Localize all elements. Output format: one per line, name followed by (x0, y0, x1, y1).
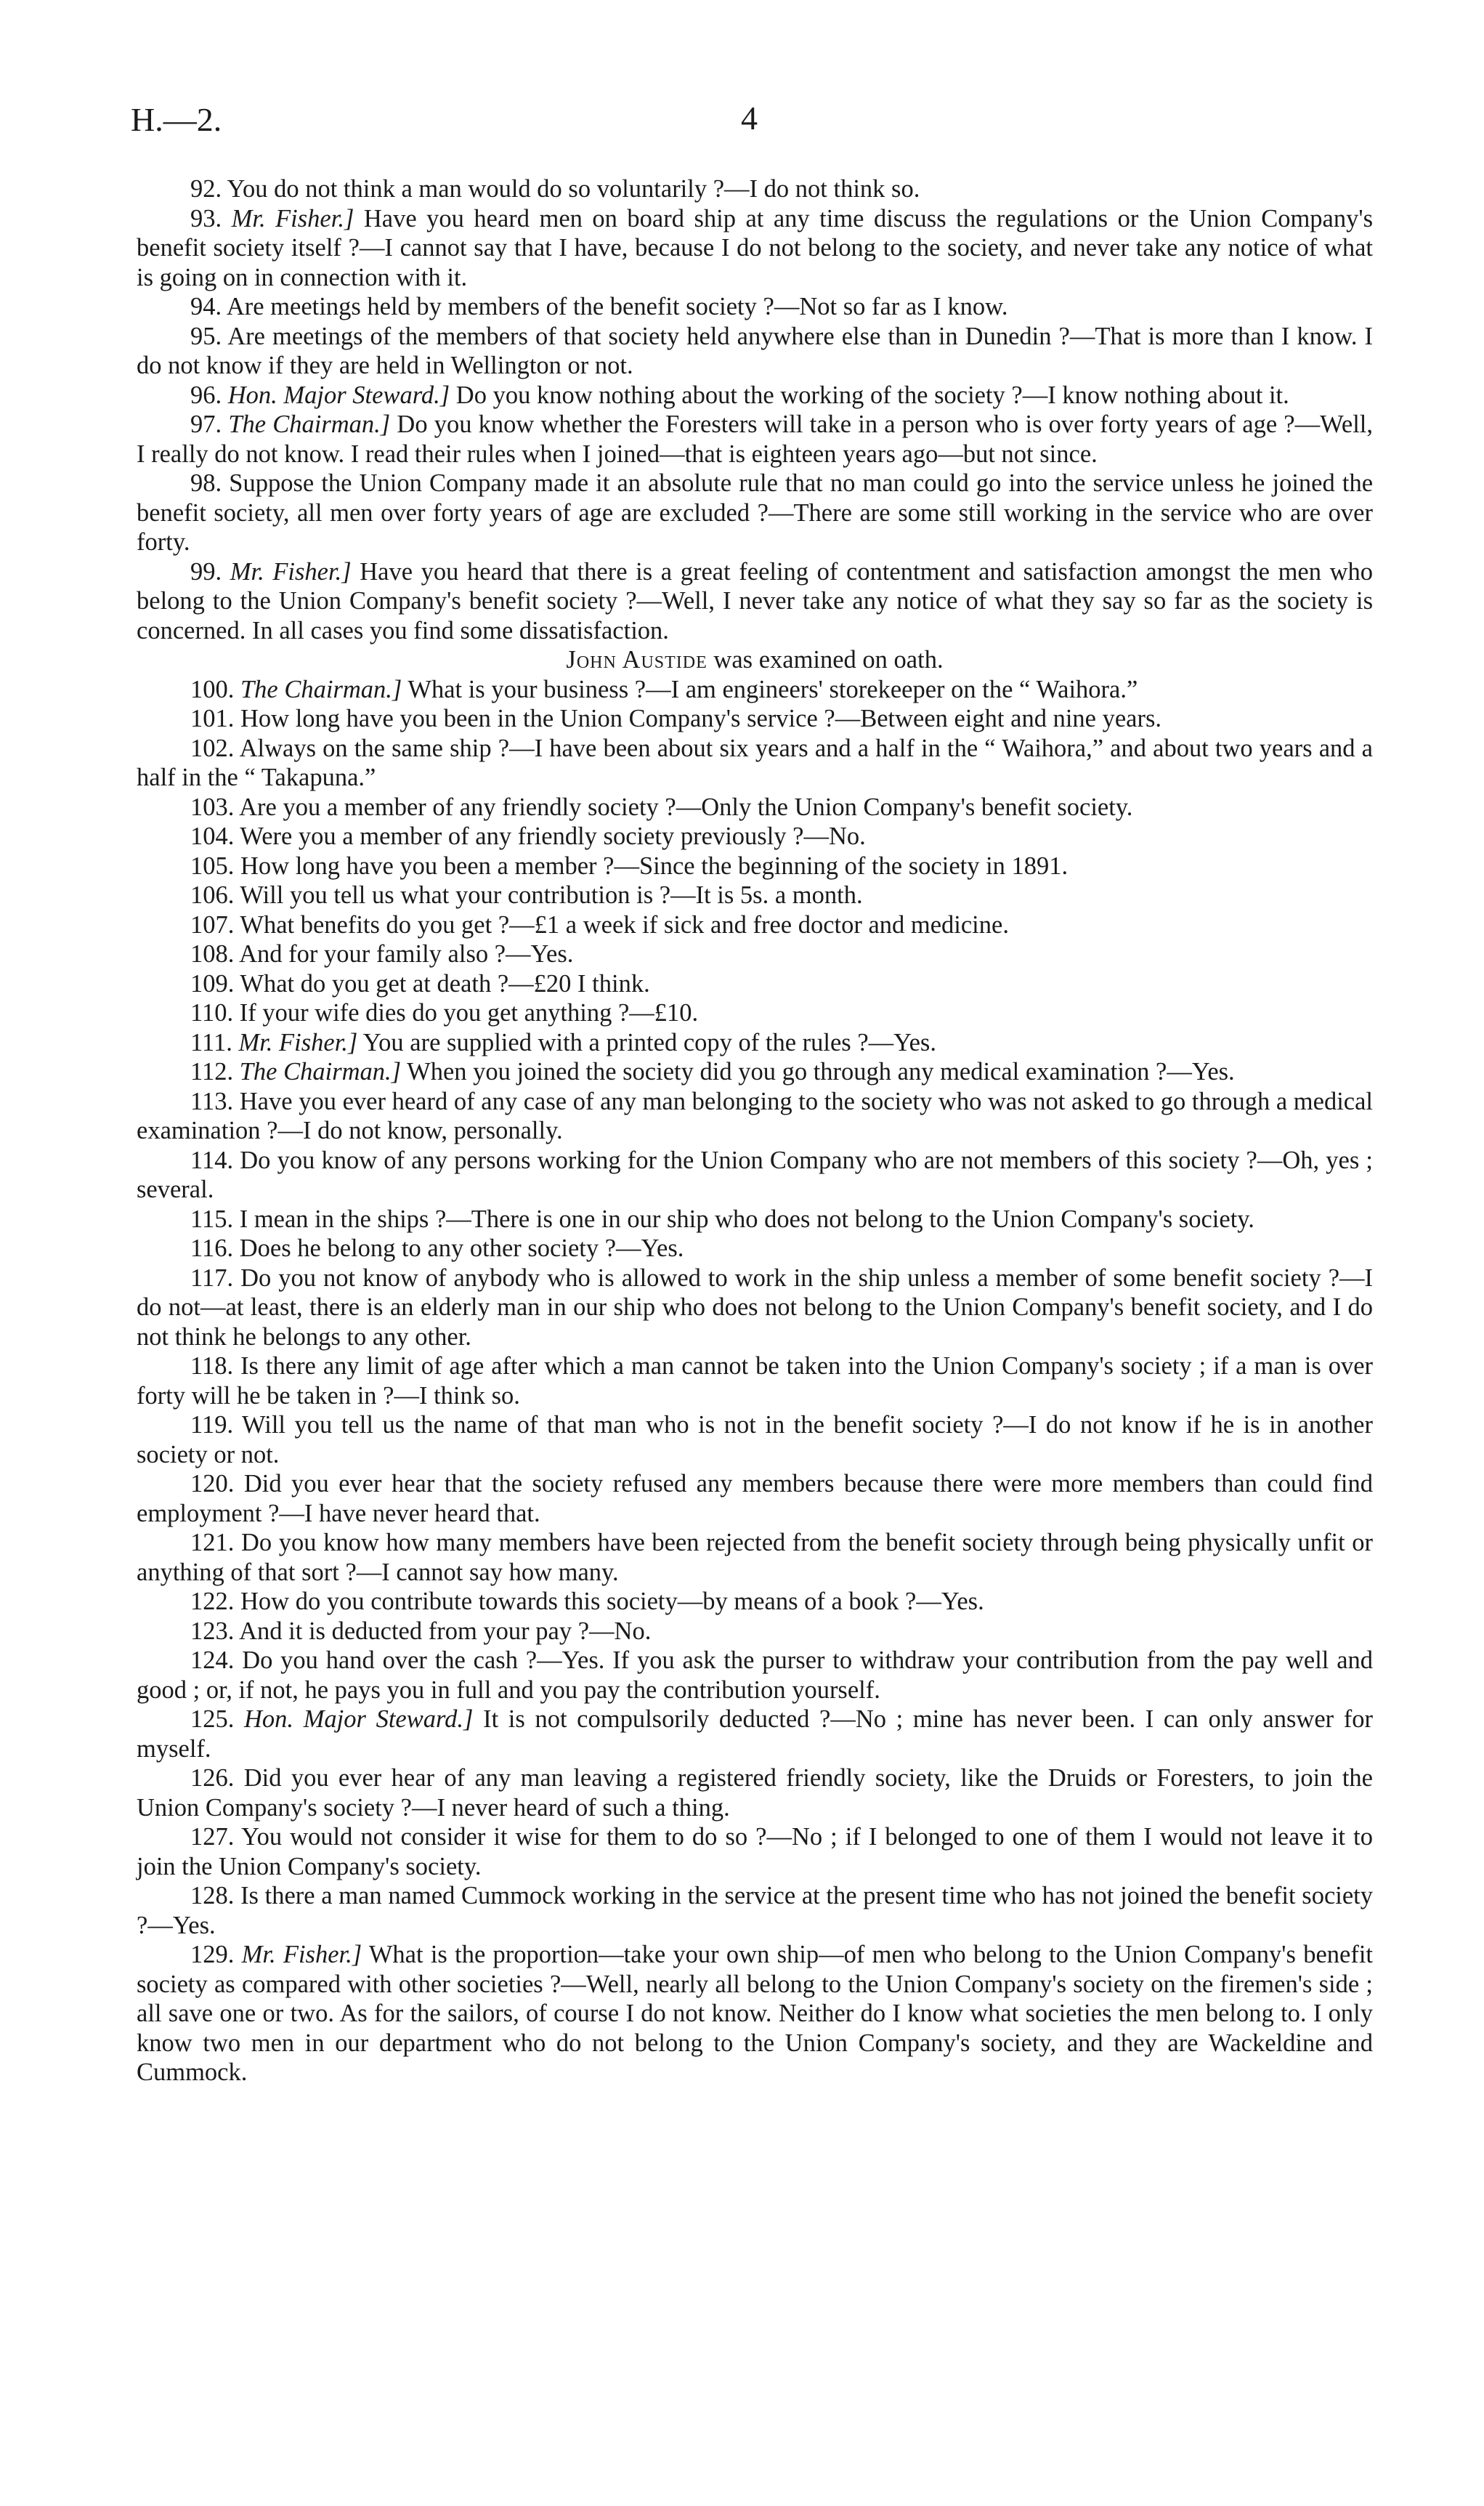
speaker-label: Mr. Fisher.] (231, 204, 354, 233)
question-text: Did you ever hear that the society refused any members because there were more members than could find employment ?—I have never heard that. (137, 1470, 1373, 1527)
question-text: I mean in the ships ?—There is one in our ship who does not belong to the Union Company's society. (239, 1205, 1254, 1233)
question-paragraph (137, 969, 1373, 999)
question-paragraph (137, 204, 1373, 293)
question-text: Were you a member of any friendly society previously ?—No. (240, 822, 866, 850)
question-text: What do you get at death ?—£20 I think. (240, 969, 650, 998)
question-text: And for your family also ?—Yes. (239, 940, 574, 968)
question-paragraph (137, 1028, 1373, 1058)
question-paragraph (137, 1057, 1373, 1087)
question-text: How long have you been a member ?—Since the beginning of the society in 1891. (240, 852, 1069, 880)
question-paragraph (137, 1469, 1373, 1528)
question-number: 109. (190, 969, 235, 998)
speaker-label: The Chairman.] (239, 1058, 402, 1086)
question-text: You do not think a man would do so voluntarily ?—I do not think so. (227, 175, 920, 203)
speaker-label: Mr. Fisher.] (238, 1028, 358, 1056)
question-text: Do you know nothing about the working of the society ?—I know nothing about it. (455, 381, 1289, 409)
question-text: You are supplied with a printed copy of the rules ?—Yes. (362, 1028, 936, 1056)
question-text: Do you not know of anybody who is allowed to work in the ship unless a member of some benefit society ?—I do not—at least, there is an elderly man in our ship who does not belong to the Union Company's benefit society, and I do not think he belongs to any other. (137, 1264, 1373, 1351)
question-paragraph (137, 557, 1373, 646)
witness-name: John Austide (566, 646, 707, 674)
question-text: What benefits do you get ?—£1 a week if sick and free doctor and medicine. (240, 910, 1009, 939)
question-text: Do you know of any persons working for the Union Company who are not members of this society ?—Oh, yes ; several. (137, 1146, 1374, 1203)
question-number: 127. (190, 1823, 235, 1851)
question-number: 102. (190, 734, 235, 762)
question-text: Will you tell us what your contribution is ?—It is 5s. a month. (240, 881, 863, 909)
question-number: 93. (190, 204, 222, 233)
question-text: Did you ever hear of any man leaving a registered friendly society, like the Druids or Foresters, to join the Union Company's society ?—I never heard of such a thing. (137, 1764, 1373, 1822)
question-number: 104. (190, 822, 235, 850)
question-text: Always on the same ship ?—I have been about six years and a half in the “ Waihora,” and about two years and a half in the “ Takapuna.” (137, 734, 1373, 791)
question-paragraph (137, 1528, 1373, 1587)
speaker-label: The Chairman.] (228, 411, 391, 438)
question-paragraph (137, 1822, 1373, 1881)
question-text: How long have you been in the Union Company's service ?—Between eight and nine years. (240, 705, 1162, 732)
question-paragraph (137, 998, 1373, 1028)
question-text: Suppose the Union Company made it an absolute rule that no man could go into the service unless he joined the benefit society, all men over forty years of age are excluded ?—There are some still working in the service who are over forty. (137, 469, 1374, 556)
question-number: 95. (190, 322, 222, 350)
question-paragraph (137, 1205, 1373, 1234)
question-text: Are meetings of the members of that society held anywhere else than in Dunedin ?—That is more than I know. I do not know if they are held in Wellington or not. (137, 322, 1373, 379)
report-code: H.—2. (131, 101, 222, 138)
question-paragraph (137, 1146, 1373, 1205)
question-number: 121. (190, 1529, 235, 1556)
question-paragraph (137, 675, 1373, 705)
question-paragraph (137, 1264, 1373, 1352)
question-text: Do you know whether the Foresters will take in a person who is over forty years of age ?—Well, I really do not know. I read their rules when I joined—that is eighteen years ago—but not since. (137, 411, 1374, 468)
question-number: 116. (190, 1234, 234, 1262)
witness-examined-text: was examined on oath. (713, 646, 944, 674)
question-paragraph (137, 704, 1373, 734)
question-text: You would not consider it wise for them to do so ?—No ; if I belonged to one of them I would not leave it to join the Union Company's society. (137, 1823, 1373, 1880)
speaker-label: Hon. Major Steward.] (244, 1705, 474, 1733)
question-text: Is there any limit of age after which a man cannot be taken into the Union Company's society ; if a man is over forty will he be taken in ?—I think so. (137, 1352, 1374, 1410)
question-paragraph (137, 1940, 1373, 2087)
question-paragraph (137, 1234, 1373, 1264)
question-number: 92. (190, 175, 222, 203)
question-text: How do you contribute towards this society—by means of a book ?—Yes. (240, 1588, 984, 1615)
question-number: 128. (190, 1882, 235, 1909)
question-paragraph (137, 1881, 1373, 1940)
question-paragraph (137, 1587, 1373, 1617)
question-paragraph (137, 852, 1373, 881)
question-number: 114. (190, 1146, 234, 1174)
question-number: 126. (190, 1764, 235, 1792)
question-paragraph (137, 910, 1373, 940)
question-paragraph (137, 881, 1373, 910)
question-number: 123. (190, 1617, 235, 1645)
question-number: 112. (190, 1058, 234, 1086)
question-number: 129. (190, 1941, 235, 1968)
question-number: 113. (190, 1087, 234, 1115)
question-paragraph (137, 734, 1373, 793)
question-number: 119. (190, 1411, 234, 1439)
speaker-label: The Chairman.] (240, 675, 402, 703)
question-number: 101. (190, 705, 235, 732)
speaker-label: Hon. Major Steward.] (227, 381, 450, 409)
question-paragraph (137, 822, 1373, 852)
question-paragraph (137, 1087, 1373, 1146)
question-text: Have you heard men on board ship at any time discuss the regulations or the Union Company's benefit society itself ?—I cannot say that I have, because I do not belong to the society, and never take any notice of what is going on in connection with it. (137, 204, 1374, 291)
question-text: What is your business ?—I am engineers' storekeeper on the “ Waihora.” (408, 675, 1138, 703)
question-text: Have you ever heard of any case of any man belonging to the society who was not asked to go through a medical examination ?—I do not know, personally. (137, 1087, 1373, 1144)
question-number: 110. (190, 999, 234, 1027)
question-paragraph (137, 939, 1373, 969)
question-text: And it is deducted from your pay ?—No. (239, 1617, 652, 1645)
question-text: Will you tell us the name of that man who is not in the benefit society ?—I do not know if he is in another society or not. (137, 1411, 1373, 1468)
question-block-second (137, 675, 1373, 2087)
question-paragraph (137, 1705, 1373, 1763)
question-number: 97. (190, 411, 222, 438)
question-paragraph (137, 1351, 1373, 1410)
question-number: 115. (190, 1205, 234, 1233)
question-number: 120. (190, 1470, 235, 1497)
question-number: 122. (190, 1588, 235, 1615)
speaker-label: Mr. Fisher.] (241, 1941, 362, 1968)
question-text: What is the proportion—take your own ship—of men who belong to the Union Company's benefit society as compared with other societies ?—Well, nearly all belong to the Union Company's society on the firemen's side ; all save one or two. As for the sailors, of course I do not know. Neither do I know what societies the men belong to. I only know two men in our department who do not belong to the Union Company's society, and they are Wackeldine and Cummock. (137, 1941, 1374, 2086)
question-number: 117. (190, 1264, 234, 1292)
question-paragraph (137, 793, 1373, 822)
question-number: 111. (190, 1028, 232, 1056)
question-text: Do you hand over the cash ?—Yes. If you ask the purser to withdraw your contribution from the pay well and good ; or, if not, he pays you in full and you pay the contribution yourself. (137, 1646, 1374, 1704)
question-number: 100. (190, 675, 235, 703)
question-number: 118. (190, 1352, 234, 1380)
question-number: 125. (190, 1705, 235, 1733)
question-paragraph (137, 410, 1373, 469)
question-text: If your wife dies do you get anything ?—£10. (239, 999, 699, 1027)
question-number: 107. (190, 910, 235, 939)
evidence-body (137, 174, 1373, 2087)
question-number: 94. (190, 293, 222, 320)
question-paragraph (137, 174, 1373, 204)
question-paragraph (137, 1410, 1373, 1469)
question-block-first (137, 174, 1373, 645)
question-number: 105. (190, 852, 235, 880)
question-paragraph (137, 381, 1373, 411)
question-paragraph (137, 292, 1373, 322)
question-text: Is there a man named Cummock working in the service at the present time who has not joined the benefit society ?—Yes. (137, 1882, 1373, 1939)
question-paragraph (137, 1617, 1373, 1646)
question-number: 103. (190, 793, 235, 821)
question-paragraph (137, 469, 1373, 557)
question-text: Does he belong to any other society ?—Yes. (239, 1234, 684, 1262)
question-text: When you joined the society did you go through any medical examination ?—Yes. (407, 1058, 1235, 1086)
question-number: 124. (190, 1646, 235, 1674)
question-paragraph (137, 1646, 1373, 1705)
question-text: Are you a member of any friendly society ?—Only the Union Company's benefit society. (239, 793, 1133, 821)
question-paragraph (137, 322, 1373, 381)
question-text: Have you heard that there is a great feeling of contentment and satisfaction amongst the men who belong to the Union Company's benefit society ?—Well, I never take any notice of what they say so far as the society is concerned. In all cases you find some dissatisfaction. (137, 557, 1374, 644)
question-number: 99. (190, 557, 222, 586)
question-text: It is not compulsorily deducted ?—No ; mine has never been. I can only answer for myself. (137, 1705, 1373, 1763)
question-number: 108. (190, 940, 235, 968)
question-number: 98. (190, 469, 222, 497)
question-number: 106. (190, 881, 235, 909)
page-number: 4 (741, 100, 758, 137)
speaker-label: Mr. Fisher.] (230, 557, 352, 586)
witness-heading (137, 645, 1373, 675)
question-text: Do you know how many members have been rejected from the benefit society through being physically unfit or anything of that sort ?—I cannot say how many. (137, 1529, 1374, 1586)
question-text: Are meetings held by members of the benefit society ?—Not so far as I know. (226, 293, 1008, 320)
question-paragraph (137, 1763, 1373, 1822)
question-number: 96. (190, 381, 222, 409)
